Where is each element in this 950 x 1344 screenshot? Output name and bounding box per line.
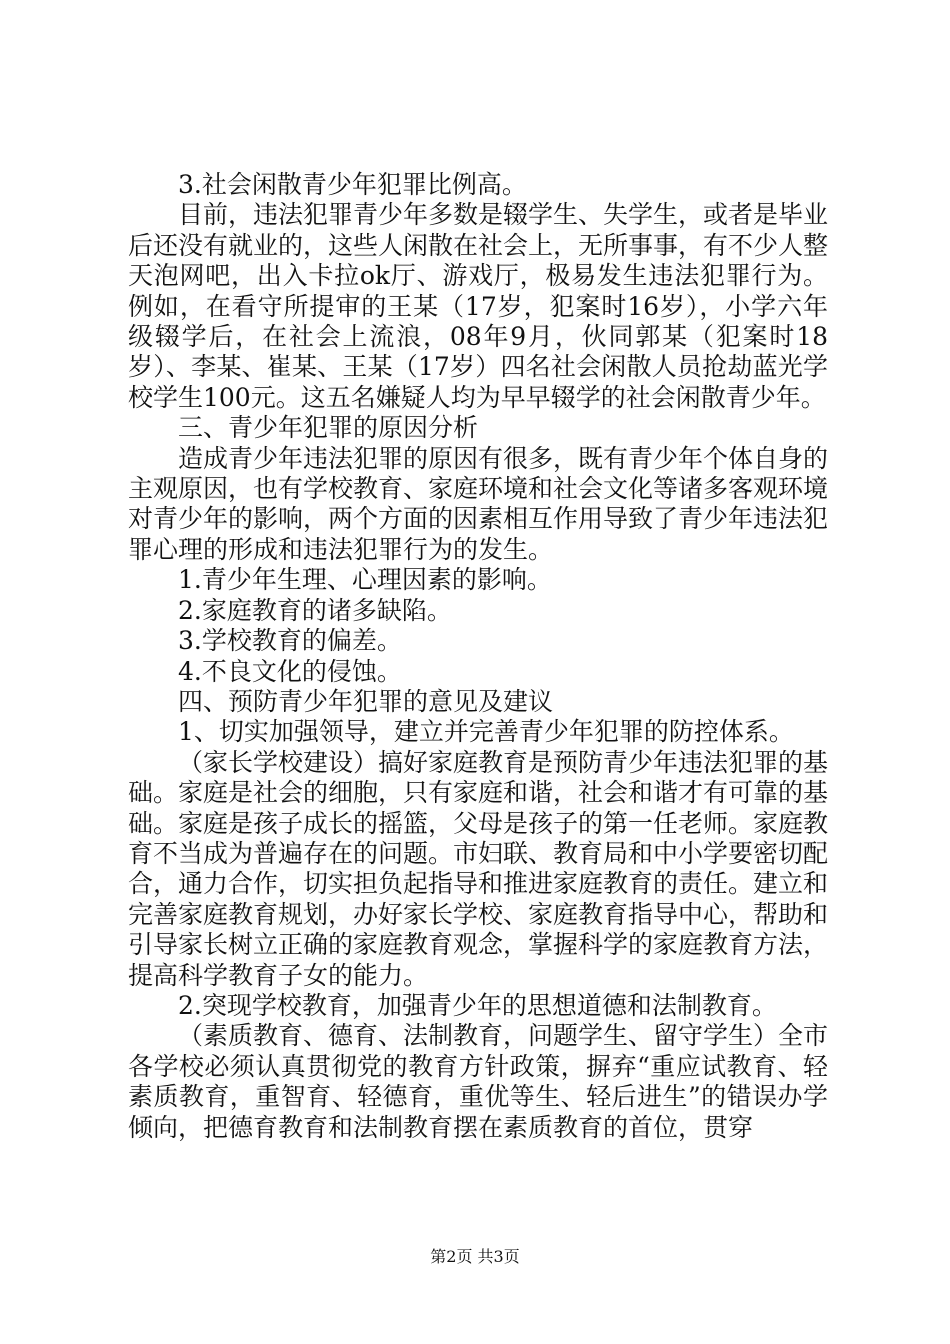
list-item-2: 2.家庭教育的诸多缺陷。 bbox=[178, 595, 452, 625]
paragraph-3: 造成青少年违法犯罪的原因有很多，既有青少年个体自身的主观原因，也有学校教育、家庭环境和社会文化等诸多客观环境对青少年的影响，两个方面的因素相互作用导致了青少年违法犯罪心理的形成和违法犯罪行为的发生。 bbox=[128, 443, 829, 564]
page-footer: 第2页 共3页 bbox=[430, 1247, 520, 1266]
paragraph-4: （家长学校建设）搞好家庭教育是预防青少年违法犯罪的基础。家庭是社会的细胞，只有家庭和谐，社会和谐才有可靠的基础。家庭是孩子成长的摇篮，父母是孩子的第一任老师。家庭教育不当成为普遍存在的问题。市妇联、教育局和中小学要密切配合，通力合作，切实担负起指导和推进家庭教育的责任。建立和完善家庭教育规划，办好家长学校、家庭教育指导中心，帮助和引导家长树立正确的家庭教育观念，掌握科学的家庭教育方法，提高科学教育子女的能力。 bbox=[128, 747, 829, 990]
paragraph-5: （素质教育、德育、法制教育，问题学生、留守学生）全市各学校必须认真贯彻党的教育方针政策，摒弃“重应试教育、轻素质教育，重智育、轻德育，重优等生、轻后进生”的错误办学倾向，把德育教育和法制教育摆在素质教育的首位，贯穿 bbox=[128, 1021, 829, 1142]
paragraph-2: 目前，违法犯罪青少年多数是辍学生、失学生，或者是毕业后还没有就业的，这些人闲散在社会上，无所事事，有不少人整天泡网吧，出入卡拉ok厅、游戏厅，极易发生违法犯罪行为。例如，在看守所提审的王某（17岁，犯案时16岁），小学六年级辍学后，在社会上流浪，08年9月，伙同郭某（犯案时18岁）、李某、崔某、王某（17岁）四名社会闲散人员抢劫蓝光学校学生100元。这五名嫌疑人均为早早辍学的社会闲散青少年。 bbox=[128, 200, 829, 412]
subheading-2: 2.突现学校教育，加强青少年的思想道德和法制教育。 bbox=[178, 990, 777, 1020]
section-heading-4: 四、预防青少年犯罪的意见及建议 bbox=[178, 686, 554, 716]
list-item-3: 3.学校教育的偏差。 bbox=[178, 626, 402, 656]
document-body bbox=[128, 170, 828, 1143]
paragraph-1: 3.社会闲散青少年犯罪比例高。 bbox=[178, 170, 527, 199]
section-heading-3: 三、青少年犯罪的原因分析 bbox=[178, 413, 479, 443]
list-item-1: 1.青少年生理、心理因素的影响。 bbox=[178, 565, 552, 595]
list-item-4: 4.不良文化的侵蚀。 bbox=[178, 656, 402, 686]
subheading-1: 1、切实加强领导，建立并完善青少年犯罪的防控体系。 bbox=[178, 717, 794, 747]
